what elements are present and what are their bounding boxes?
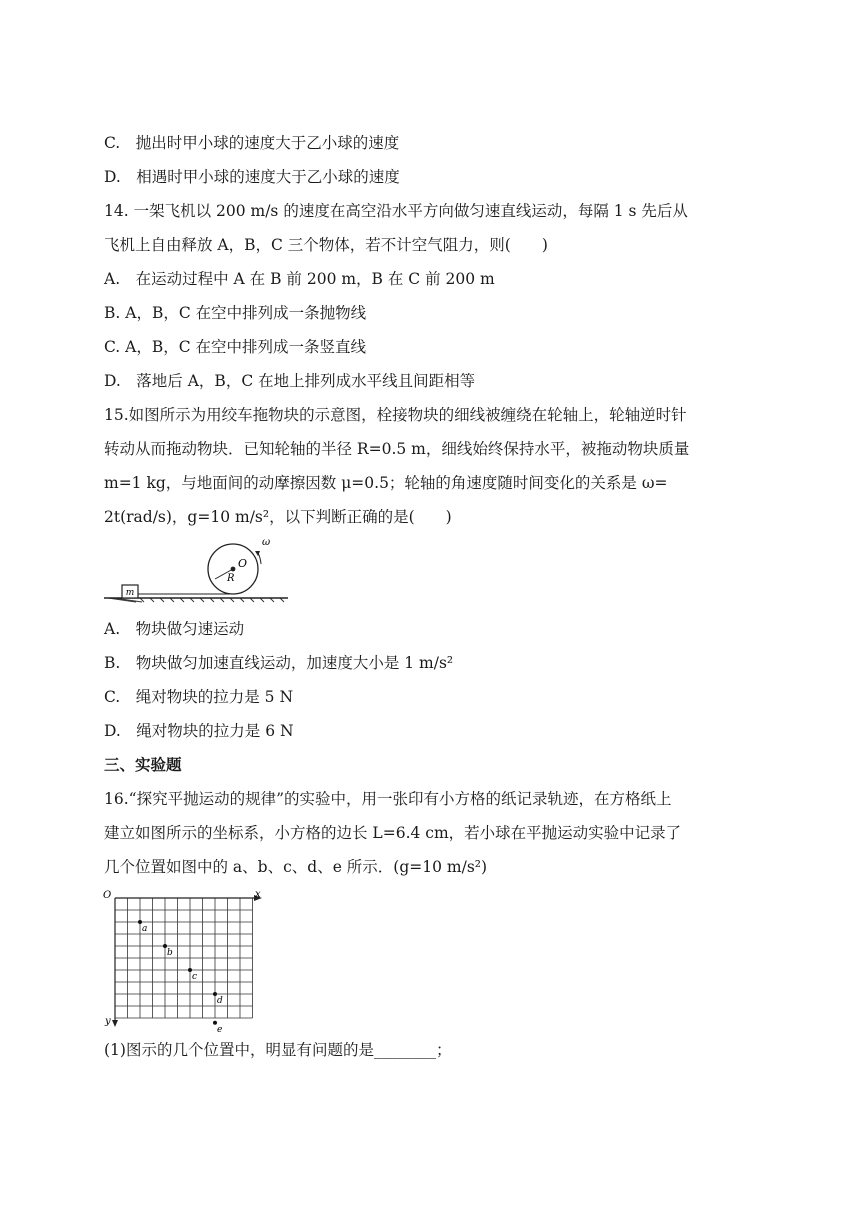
point-label-c: c	[192, 972, 198, 982]
winch-diagram	[100, 536, 300, 608]
q15-option-b: B. 物块做匀加速直线运动，加速度大小是 1 m/s²	[104, 654, 454, 672]
point-label-d: d	[217, 996, 223, 1006]
q15-stem-line2: 转动从而拖动物块．已知轮轴的半径 R=0.5 m，细线始终保持水平，被拖动物块质量	[104, 440, 690, 458]
section-heading: 三、实验题	[104, 756, 182, 774]
mass-label: m	[125, 588, 135, 598]
q16-stem-line2: 建立如图所示的坐标系，小方格的边长 L=6.4 cm，若小球在平抛运动实验中记录了	[104, 824, 682, 842]
point-label-e: e	[217, 1024, 223, 1035]
q16-stem-line1: 16.“探究平抛运动的规律”的实验中，用一张印有小方格的纸记录轨迹，在方格纸上	[104, 790, 672, 808]
q14-option-b: B. A，B，C 在空中排列成一条抛物线	[104, 304, 367, 322]
x-axis-label: x	[255, 889, 261, 900]
grid-diagram	[102, 886, 268, 1035]
q15-option-d: D. 绳对物块的拉力是 6 N	[104, 722, 294, 740]
q14-option-c: C. A，B，C 在空中排列成一条竖直线	[104, 338, 367, 356]
q13-option-d: D. 相遇时甲小球的速度大于乙小球的速度	[104, 168, 400, 186]
center-label: O	[238, 557, 248, 570]
q16-sub1: (1)图示的几个位置中，明显有问题的是________；	[104, 1041, 452, 1059]
q13-option-c: C. 抛出时甲小球的速度大于乙小球的速度	[104, 134, 400, 152]
radius-label: R	[227, 573, 235, 584]
q15-stem-line3: m=1 kg，与地面间的动摩擦因数 μ=0.5；轮轴的角速度随时间变化的关系是 ω=	[104, 474, 668, 492]
origin-label: O	[103, 890, 112, 901]
q15-stem-line1: 15.如图所示为用绞车拖物块的示意图，栓接物块的细线被缠绕在轮轴上，轮轴逆时针	[104, 406, 687, 424]
omega-label: ω	[262, 537, 271, 548]
q14-stem-line1: 14. 一架飞机以 200 m/s 的速度在高空沿水平方向做匀速直线运动，每隔 1 s 先后从	[104, 202, 688, 220]
q15-option-c: C. 绳对物块的拉力是 5 N	[104, 688, 294, 706]
q16-stem-line3: 几个位置如图中的 a、b、c、d、e 所示．(g=10 m/s²)	[104, 858, 488, 876]
y-axis-label: y	[105, 1016, 111, 1027]
point-label-b: b	[167, 948, 173, 958]
point-label-a: a	[142, 924, 148, 934]
q14-option-d: D. 落地后 A，B，C 在地上排列成水平线且间距相等	[104, 372, 476, 390]
q15-option-a: A. 物块做匀速运动	[104, 620, 245, 638]
q14-option-a: A. 在运动过程中 A 在 B 前 200 m，B 在 C 前 200 m	[104, 270, 495, 288]
q15-stem-line4: 2t(rad/s)，g=10 m/s²，以下判断正确的是( )	[104, 508, 452, 526]
q14-stem-line2: 飞机上自由释放 A，B，C 三个物体，若不计空气阻力，则( )	[104, 236, 548, 254]
